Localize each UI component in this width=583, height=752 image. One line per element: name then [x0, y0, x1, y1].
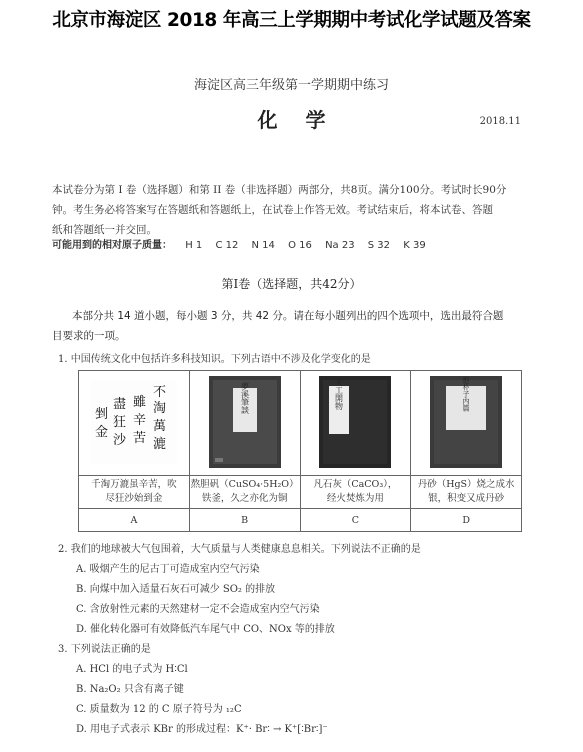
question-1-figure-table [78, 370, 522, 532]
atomic-mass-o: O 16 [288, 240, 312, 251]
figure-cell-c [300, 371, 411, 476]
figure-caption-a [79, 476, 190, 509]
document-title: 北京市海淀区 2018 年高三上学期期中考试化学试题及答案 [52, 10, 531, 31]
book-cover-image [315, 374, 395, 470]
svg-text:雖: 雖 [132, 394, 146, 410]
section-desc-line: 目要求的一项。 [52, 330, 126, 342]
caption-line: 熬胆矾（CuSO₄·5H₂O） [190, 479, 299, 490]
svg-text:辛: 辛 [132, 412, 146, 428]
atomic-mass-line [52, 236, 534, 251]
question-3-option-a: A. HCl 的电子式为 H∶Cl [76, 664, 188, 675]
svg-text:淘: 淘 [152, 400, 166, 416]
svg-text:狂: 狂 [112, 414, 126, 430]
exam-name: 海淀区高三年级第一学期期中练习 [193, 78, 389, 93]
figure-caption-d [411, 476, 522, 509]
svg-text:漉: 漉 [152, 436, 166, 452]
question-3-stem: 3. 下列说法正确的是 [58, 644, 151, 655]
section-description [52, 306, 534, 346]
figure-cell-a [79, 371, 190, 476]
caption-line: 千淘万漉虽辛苦，吹 [91, 479, 177, 490]
svg-text:不: 不 [152, 384, 166, 400]
svg-text:盡: 盡 [112, 396, 126, 412]
atomic-mass-c: C 12 [215, 240, 239, 251]
question-2-option-c: C. 含放射性元素的天然建材一定不会造成室内空气污染 [76, 604, 320, 615]
caption-line: 丹砂（HgS）烧之成水 [417, 479, 515, 490]
question-3-option-d: D. 用电子式表示 KBr 的形成过程：K⁺· Br∶ → K⁺[∶Br∶]⁻ [76, 724, 328, 735]
instruction-line: 钟。考生务必将答案写在答题纸和答题纸上，在试卷上作答无效。考试结束后，将本试卷、答题 [52, 204, 493, 216]
question-2-stem: 2. 我们的地球被大气包围着，大气质量与人类健康息息相关。下列说法不正确的是 [58, 544, 421, 555]
question-3-option-c: C. 质量数为 12 的 C 原子符号为 ₁₂C [76, 704, 242, 715]
figure-caption-c [300, 476, 411, 509]
instruction-line: 纸和答题纸一并交回。 [52, 224, 157, 236]
section-desc-line: 本部分共 14 道小题，每小题 3 分，共 42 分。请在每小题列出的四个选项中，选出最符合题 [72, 310, 504, 322]
svg-text:剉: 剉 [94, 406, 108, 422]
caption-line: 铁釜，久之亦化为铜 [201, 493, 288, 504]
exam-date: 2018.11 [479, 116, 521, 127]
caption-line: 凡石灰（CaCO₃）， [313, 479, 398, 490]
book-title-d: 抱朴子内篇 [462, 376, 471, 411]
svg-text:沙: 沙 [112, 432, 126, 448]
instruction-line: 本试卷分为第 I 卷（选择题）和第 II 卷（非选择题）两部分，共8页。满分100分。考试时长90分 [52, 184, 507, 196]
option-letter-a: A [79, 509, 190, 532]
atomic-mass-h: H 1 [185, 240, 203, 251]
figure-cell-b [189, 371, 300, 476]
caption-line: 银，积变又成丹砂 [428, 493, 505, 504]
question-2-option-d: D. 催化转化器可有效降低汽车尾气中 CO、NOx 等的排放 [76, 624, 335, 635]
book-cover-image [426, 374, 506, 470]
atomic-mass-k: K 39 [403, 240, 426, 251]
atomic-mass-na: Na 23 [325, 240, 355, 251]
svg-text:金: 金 [94, 424, 108, 440]
caption-line: 尽狂沙始到金 [105, 493, 163, 504]
subject-title: 化学 [257, 108, 354, 132]
calligraphy-image [89, 378, 179, 466]
atomic-mass-n: N 14 [251, 240, 275, 251]
svg-text:萬: 萬 [152, 418, 166, 434]
book-title-c: 天工開物 [334, 377, 344, 410]
option-letter-c: C [300, 509, 411, 532]
exam-instructions [52, 180, 534, 240]
question-1-stem: 1. 中国传统文化中包括许多科技知识。下列古语中不涉及化学变化的是 [58, 354, 371, 365]
book-cover-image [205, 374, 285, 470]
section-heading: 第Ⅰ卷（选择题，共42分） [221, 277, 362, 291]
question-3-option-b: B. Na₂O₂ 只含有离子键 [76, 684, 184, 695]
atomic-mass-label: 可能用到的相对原子质量： [52, 240, 172, 251]
question-2-option-b: B. 向煤中加入适量石灰石可减少 SO₂ 的排放 [76, 584, 276, 595]
option-letter-d: D [411, 509, 522, 532]
caption-line: 经火焚炼为用 [326, 493, 384, 504]
option-letter-b: B [189, 509, 300, 532]
svg-text:苦: 苦 [132, 430, 146, 446]
book-title-b: 夢溪筆談 [240, 381, 250, 414]
atomic-mass-s: S 32 [367, 240, 391, 251]
figure-caption-b [189, 476, 300, 509]
question-2-option-a: A. 吸烟产生的尼古丁可造成室内空气污染 [76, 564, 260, 575]
figure-cell-d [411, 371, 522, 476]
